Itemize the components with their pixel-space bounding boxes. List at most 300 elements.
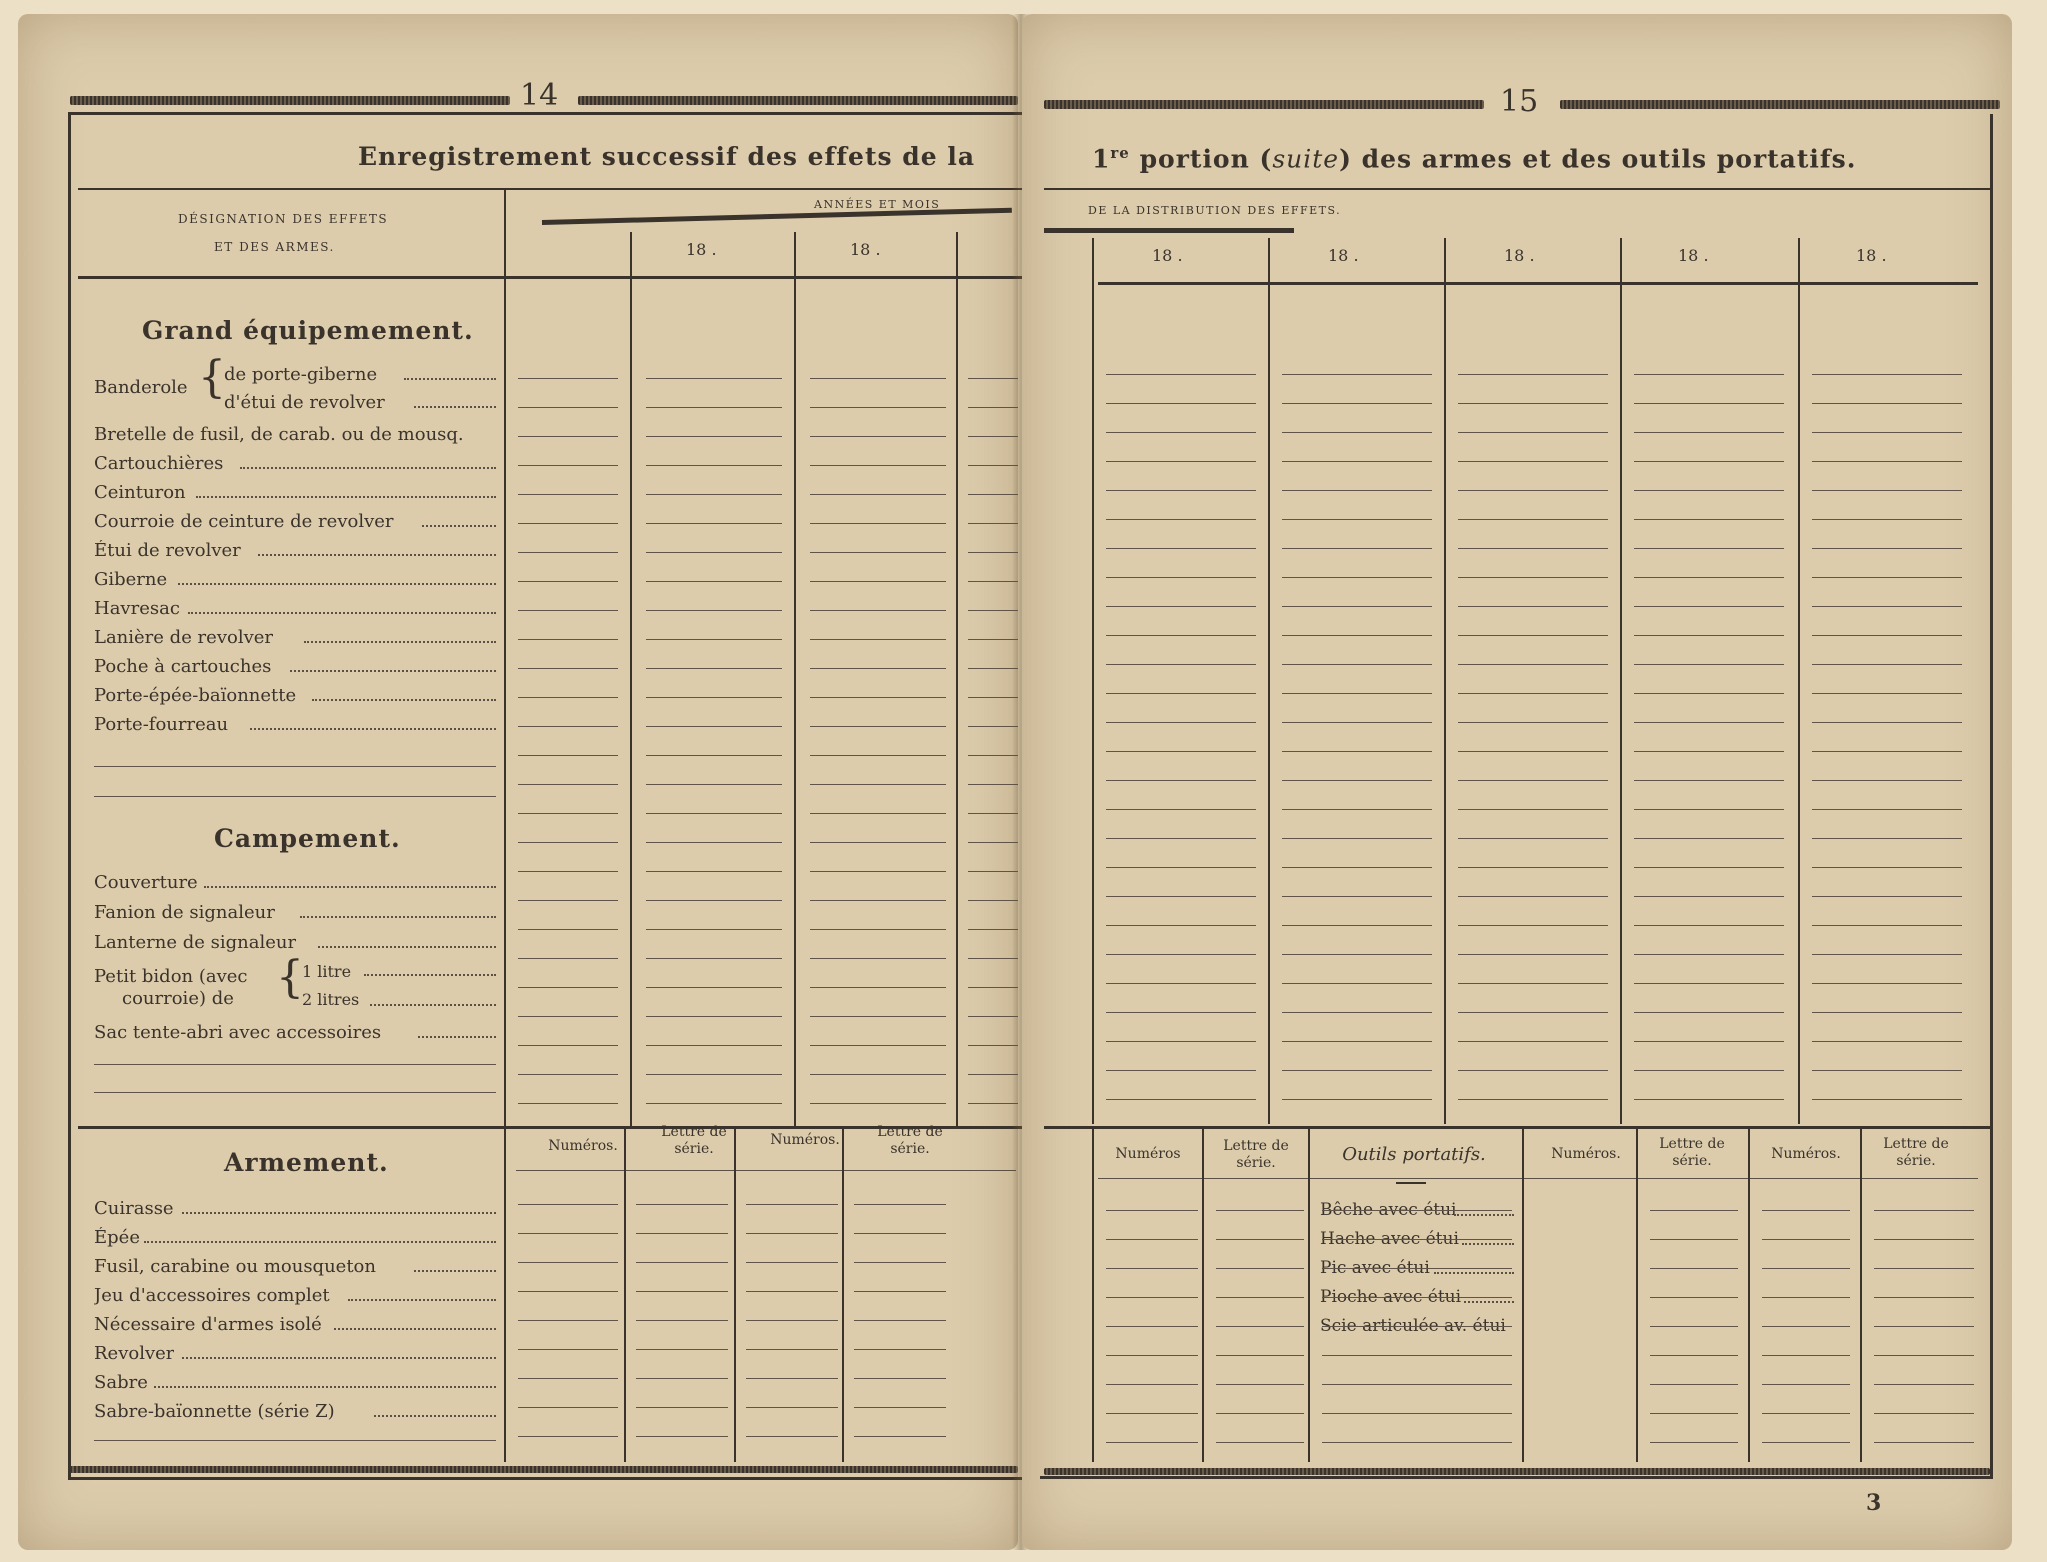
leader-dots [290, 670, 496, 672]
item-label: Couverture [94, 872, 198, 893]
col-divider [1620, 238, 1622, 1124]
leader-dots [144, 1241, 496, 1243]
entry-line [1650, 1210, 1738, 1211]
entry-line [810, 639, 946, 640]
entry-line [1282, 490, 1432, 491]
right-page [1022, 14, 2012, 1550]
col-numeros: Numéros [1115, 1146, 1181, 1162]
entry-line [1762, 1355, 1850, 1356]
blank-line [94, 1440, 496, 1441]
entry-line [1874, 1268, 1974, 1269]
entry-line [1812, 577, 1962, 578]
entry-line [646, 697, 782, 698]
entry-line [518, 755, 618, 756]
entry-line [1762, 1442, 1850, 1443]
column-label: ET DES ARMES. [214, 240, 335, 254]
entry-line [1458, 954, 1608, 955]
entry-line [1812, 461, 1962, 462]
leader-dots [318, 946, 496, 948]
entry-line [518, 1320, 618, 1321]
entry-line [646, 668, 782, 669]
entry-line [1216, 1384, 1304, 1385]
entry-line [1322, 1268, 1512, 1269]
entry-line [968, 755, 1018, 756]
entry-line [746, 1378, 838, 1379]
leader-dots [182, 1212, 496, 1214]
entry-line [1106, 1041, 1256, 1042]
leader-dots [204, 886, 496, 888]
entry-line [1812, 635, 1962, 636]
bottom-rule [1044, 1468, 1990, 1475]
col-lettre: Lettre de série. [661, 1124, 727, 1157]
entry-line [1106, 1442, 1198, 1443]
entry-line [1322, 1239, 1512, 1240]
entry-line [1812, 490, 1962, 491]
leader-dots [414, 1270, 496, 1272]
title-part: 1 [1092, 144, 1111, 174]
entry-line [646, 378, 782, 379]
col-divider [842, 1126, 844, 1462]
entry-line [968, 378, 1018, 379]
entry-line [1812, 606, 1962, 607]
entry-line [1322, 1442, 1512, 1443]
leader-dots [154, 1386, 496, 1388]
entry-line [1322, 1210, 1512, 1211]
leader-dots [188, 612, 496, 614]
item-label: Lanière de revolver [94, 627, 274, 648]
top-rule [70, 96, 510, 105]
leader-dots [258, 554, 496, 556]
col-divider [1092, 238, 1094, 1124]
entry-line [1458, 374, 1608, 375]
entry-line [1812, 548, 1962, 549]
entry-line [1458, 403, 1608, 404]
entry-line [968, 871, 1018, 872]
entry-line [1762, 1210, 1850, 1211]
item-label: Nécessaire d'armes isolé [94, 1314, 322, 1335]
item-label: Porte-fourreau [94, 714, 229, 735]
entry-line [1634, 664, 1784, 665]
entry-line [646, 639, 782, 640]
entry-line [1216, 1297, 1304, 1298]
entry-line [1812, 1099, 1962, 1100]
year-label: 18 . [1328, 246, 1359, 265]
entry-line [1458, 751, 1608, 752]
page-number: 14 [520, 78, 559, 113]
col-lettre: Lettre de série. [1883, 1136, 1949, 1169]
col-divider [504, 190, 506, 1462]
entry-line [1322, 1413, 1512, 1414]
col-divider [1308, 1126, 1310, 1462]
entry-line [810, 726, 946, 727]
entry-line [1458, 983, 1608, 984]
blank-line [94, 1064, 496, 1065]
entry-line [968, 1045, 1018, 1046]
entry-line [1282, 1099, 1432, 1100]
entry-line [968, 407, 1018, 408]
entry-line [810, 958, 946, 959]
entry-line [1106, 1239, 1198, 1240]
entry-line [810, 784, 946, 785]
entry-line [854, 1233, 946, 1234]
entry-line [1812, 1041, 1962, 1042]
item-label: Sabre [94, 1372, 148, 1393]
entry-line [810, 1045, 946, 1046]
entry-line [1282, 432, 1432, 433]
entry-line [1282, 1012, 1432, 1013]
entry-line [1634, 925, 1784, 926]
entry-line [810, 900, 946, 901]
page-title [1092, 144, 1856, 173]
entry-line [1282, 896, 1432, 897]
entry-line [1322, 1384, 1512, 1385]
leader-dots [250, 728, 496, 730]
entry-line [518, 378, 618, 379]
entry-line [1458, 490, 1608, 491]
entry-line [1216, 1268, 1304, 1269]
entry-line [968, 610, 1018, 611]
entry-line [1322, 1326, 1512, 1327]
entry-line [1812, 403, 1962, 404]
entry-line [1216, 1355, 1304, 1356]
item-label: Sac tente-abri avec accessoires [94, 1022, 382, 1043]
entry-line [968, 494, 1018, 495]
col-divider [734, 1126, 736, 1462]
entry-line [1634, 1099, 1784, 1100]
top-rule [578, 96, 1018, 105]
item-label: Ceinturon [94, 482, 186, 503]
entry-line [518, 842, 618, 843]
entry-line [1282, 751, 1432, 752]
entry-line [1106, 374, 1256, 375]
entry-line [1106, 1297, 1198, 1298]
leader-dots [196, 496, 496, 498]
entry-line [636, 1262, 728, 1263]
entry-line [1634, 809, 1784, 810]
item-label: Scie articulée av. étui [1320, 1316, 1506, 1336]
col-numeros: Numéros. [770, 1132, 840, 1148]
entry-line [646, 929, 782, 930]
entry-line [1458, 896, 1608, 897]
entry-line [646, 465, 782, 466]
brace: { [198, 352, 226, 403]
footer-mark: 3 [1866, 1490, 1882, 1516]
entry-line [1282, 403, 1432, 404]
page-title: Enregistrement successif des effets de la [358, 142, 976, 171]
entry-line [1762, 1384, 1850, 1385]
header-rule [78, 188, 1028, 190]
item-label: Fusil, carabine ou mousqueton [94, 1256, 376, 1277]
entry-line [1650, 1413, 1738, 1414]
col-divider [1202, 1126, 1204, 1462]
entry-line [1634, 1012, 1784, 1013]
entry-line [646, 755, 782, 756]
entry-line [968, 842, 1018, 843]
entry-line [854, 1291, 946, 1292]
item-label: d'étui de revolver [224, 392, 385, 413]
entry-line [636, 1204, 728, 1205]
entry-line [518, 1407, 618, 1408]
col-numeros: Numéros. [1771, 1146, 1841, 1162]
entry-line [1874, 1384, 1974, 1385]
item-label: Hache avec étui [1320, 1229, 1459, 1249]
leader-dots [374, 1415, 496, 1417]
entry-line [1282, 1041, 1432, 1042]
entry-line [968, 900, 1018, 901]
item-label: Pioche avec étui [1320, 1287, 1462, 1307]
entry-line [810, 697, 946, 698]
entry-line [810, 407, 946, 408]
entry-line [518, 407, 618, 408]
col-divider [956, 232, 958, 1127]
col-divider [624, 1126, 626, 1462]
entry-line [1106, 1070, 1256, 1071]
entry-line [968, 552, 1018, 553]
brace: { [276, 952, 304, 1003]
leader-dots [334, 1328, 496, 1330]
col-divider [1636, 1126, 1638, 1462]
entry-line [1458, 664, 1608, 665]
leader-dots [304, 641, 496, 643]
entry-line [1282, 374, 1432, 375]
entry-line [1812, 954, 1962, 955]
entry-line [1458, 519, 1608, 520]
entry-line [968, 581, 1018, 582]
entry-line [646, 958, 782, 959]
entry-line [968, 523, 1018, 524]
entry-line [636, 1320, 728, 1321]
entry-line [1458, 722, 1608, 723]
entry-line [1634, 1070, 1784, 1071]
entry-line [854, 1349, 946, 1350]
entry-line [646, 871, 782, 872]
entry-line [1216, 1326, 1304, 1327]
entry-line [1458, 809, 1608, 810]
item-label: Cuirasse [94, 1198, 174, 1219]
entry-line [1458, 780, 1608, 781]
entry-line [518, 1291, 618, 1292]
item-label: Porte-épée-baïonnette [94, 685, 297, 706]
year-label: 18 . [1152, 246, 1183, 265]
column-head-rule [78, 276, 1028, 279]
entry-line [646, 407, 782, 408]
entry-line [1106, 1012, 1256, 1013]
item-label: 1 litre [302, 962, 352, 981]
entry-line [1282, 461, 1432, 462]
entry-line [1106, 548, 1256, 549]
entry-line [968, 668, 1018, 669]
item-label: Poche à cartouches [94, 656, 272, 677]
entry-line [1812, 519, 1962, 520]
entry-line [1106, 838, 1256, 839]
years-rule [1044, 228, 1294, 233]
entry-line [1812, 1070, 1962, 1071]
entry-line [1874, 1326, 1974, 1327]
entry-line [1282, 809, 1432, 810]
entry-line [518, 958, 618, 959]
entry-line [1634, 548, 1784, 549]
entry-line [746, 1291, 838, 1292]
leader-dots [300, 916, 496, 918]
entry-line [1650, 1268, 1738, 1269]
entry-line [1322, 1355, 1512, 1356]
entry-line [1282, 577, 1432, 578]
entry-line [1874, 1355, 1974, 1356]
entry-line [1812, 925, 1962, 926]
leader-dots [414, 406, 496, 408]
entry-line [1216, 1210, 1304, 1211]
entry-line [1812, 838, 1962, 839]
entry-line [1874, 1297, 1974, 1298]
entry-line [810, 378, 946, 379]
entry-line [1282, 780, 1432, 781]
item-label: Sabre-baïonnette (série Z) [94, 1401, 335, 1422]
entry-line [646, 987, 782, 988]
entry-line [746, 1349, 838, 1350]
entry-line [1634, 635, 1784, 636]
entry-line [636, 1407, 728, 1408]
entry-line [1634, 867, 1784, 868]
entry-line [646, 610, 782, 611]
entry-line [1812, 983, 1962, 984]
entry-line [810, 581, 946, 582]
entry-line [746, 1262, 838, 1263]
blank-line [94, 1092, 496, 1093]
entry-line [1106, 983, 1256, 984]
entry-line [636, 1378, 728, 1379]
entry-line [636, 1291, 728, 1292]
item-label: courroie) de [122, 988, 234, 1009]
entry-line [636, 1436, 728, 1437]
leader-dots [348, 1299, 496, 1301]
leader-dots [178, 583, 496, 585]
entry-line [646, 842, 782, 843]
entry-line [1650, 1239, 1738, 1240]
entry-line [1106, 1384, 1198, 1385]
item-label: Bêche avec étui [1320, 1200, 1457, 1220]
entry-line [1458, 606, 1608, 607]
entry-line [1874, 1210, 1974, 1211]
entry-line [646, 523, 782, 524]
entry-line [1458, 1012, 1608, 1013]
entry-line [1650, 1326, 1738, 1327]
entry-line [1634, 722, 1784, 723]
leader-dots [312, 699, 496, 701]
entry-line [854, 1407, 946, 1408]
entry-line [1650, 1297, 1738, 1298]
entry-line [810, 610, 946, 611]
entry-line [646, 1103, 782, 1104]
entry-line [1634, 606, 1784, 607]
entry-line [1458, 925, 1608, 926]
entry-line [1106, 519, 1256, 520]
entry-line [646, 552, 782, 553]
entry-line [518, 639, 618, 640]
entry-line [1282, 693, 1432, 694]
entry-line [518, 581, 618, 582]
entry-line [1458, 838, 1608, 839]
entry-line [746, 1407, 838, 1408]
entry-line [518, 900, 618, 901]
entry-line [1282, 838, 1432, 839]
entry-line [646, 1045, 782, 1046]
item-label: Revolver [94, 1343, 175, 1364]
entry-line [1634, 954, 1784, 955]
table-frame [1040, 114, 1993, 1479]
armement-head-rule [516, 1170, 1016, 1171]
entry-line [968, 639, 1018, 640]
bottom-rule [70, 1466, 1018, 1473]
entry-line [1106, 1413, 1198, 1414]
entry-line [1106, 1099, 1256, 1100]
item-label: Épée [94, 1227, 140, 1248]
entry-line [1762, 1239, 1850, 1240]
year-label: 18 . [1678, 246, 1709, 265]
entry-line [1282, 722, 1432, 723]
entry-line [1106, 606, 1256, 607]
entry-line [810, 871, 946, 872]
entry-line [1106, 1355, 1198, 1356]
entry-line [746, 1320, 838, 1321]
col-divider [1860, 1126, 1862, 1462]
entry-line [1634, 577, 1784, 578]
section-title-armement: Armement. [224, 1148, 389, 1177]
entry-line [518, 1233, 618, 1234]
entry-line [968, 465, 1018, 466]
item-label: Banderole [94, 377, 188, 398]
entry-line [746, 1436, 838, 1437]
entry-line [1282, 606, 1432, 607]
entry-line [1634, 1041, 1784, 1042]
entry-line [1458, 548, 1608, 549]
title-part: ) des armes et des outils portatifs. [1339, 144, 1857, 174]
entry-line [854, 1320, 946, 1321]
entry-line [810, 987, 946, 988]
entry-line [1458, 867, 1608, 868]
entry-line [646, 1074, 782, 1075]
entry-line [968, 726, 1018, 727]
entry-line [518, 610, 618, 611]
entry-line [646, 1016, 782, 1017]
entry-line [518, 929, 618, 930]
entry-line [810, 1103, 946, 1104]
entry-line [746, 1233, 838, 1234]
leader-dots [370, 1004, 496, 1006]
title-part: portion ( [1129, 144, 1273, 174]
entry-line [810, 552, 946, 553]
entry-line [1282, 664, 1432, 665]
entry-line [810, 668, 946, 669]
entry-line [1458, 461, 1608, 462]
title-part: re [1110, 144, 1130, 162]
entry-line [1106, 954, 1256, 955]
entry-line [1650, 1442, 1738, 1443]
col-numeros: Numéros. [1551, 1146, 1621, 1162]
entry-line [1458, 577, 1608, 578]
item-label: Étui de revolver [94, 540, 241, 561]
col-divider [1092, 1126, 1094, 1462]
entry-line [1216, 1239, 1304, 1240]
column-label: DÉSIGNATION DES EFFETS [178, 212, 389, 226]
item-label: Fanion de signaleur [94, 902, 275, 923]
leader-dots [1434, 1272, 1514, 1274]
entry-line [810, 1016, 946, 1017]
entry-line [1216, 1413, 1304, 1414]
distribution-header: DE LA DISTRIBUTION DES EFFETS. [1088, 204, 1342, 217]
entry-line [1634, 838, 1784, 839]
blank-line [94, 796, 496, 797]
leader-dots [404, 378, 496, 380]
